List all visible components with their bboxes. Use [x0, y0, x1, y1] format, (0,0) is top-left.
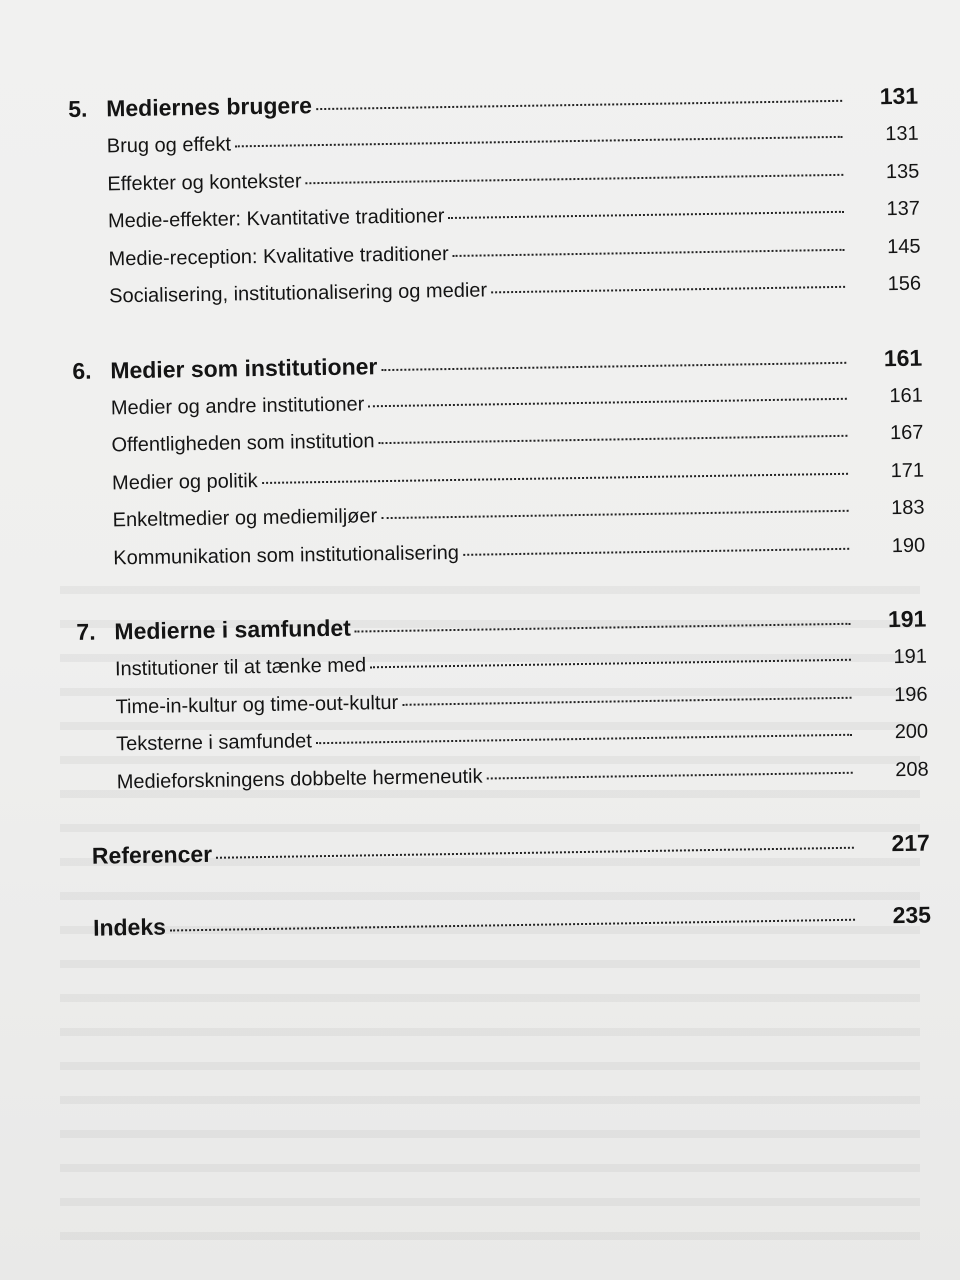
- entry-title: Medier og andre institutioner: [110, 392, 365, 419]
- dot-leader: [402, 696, 851, 705]
- page-number: 156: [887, 272, 922, 296]
- index-entry: [93, 901, 931, 952]
- entry-title: Medie-reception: Kvalitative traditioner: [108, 242, 449, 270]
- dot-leader: [381, 510, 848, 519]
- page-number: 131: [879, 82, 919, 110]
- page-number: 161: [883, 344, 923, 371]
- page-number: 200: [894, 720, 929, 744]
- dot-leader: [306, 173, 844, 183]
- entry-title: Indeks: [92, 913, 167, 941]
- dot-leader: [379, 435, 848, 444]
- chapter-title: Medier som institutioner: [110, 352, 378, 383]
- page-number: 196: [893, 683, 928, 706]
- page-number: 135: [885, 160, 920, 183]
- page-number: 217: [891, 829, 931, 857]
- chapter-number: 5.: [68, 95, 88, 122]
- page-number: 183: [891, 496, 925, 520]
- dot-leader: [316, 100, 842, 110]
- page-number: 191: [893, 645, 928, 669]
- entry-title: Enkeltmedier og mediemiljøer: [112, 505, 378, 532]
- dot-leader: [216, 847, 854, 859]
- entry-title: Time-in-kultur og time-out-kultur: [115, 691, 399, 718]
- entry-title: Medieforskningens dobbelte hermeneutik: [116, 765, 483, 793]
- dot-leader: [235, 136, 843, 148]
- chapter-title: Mediernes brugere: [105, 92, 313, 122]
- references-entry: [92, 830, 930, 881]
- dot-leader: [487, 771, 853, 779]
- dot-leader: [463, 547, 849, 555]
- index-section: [81, 901, 931, 952]
- chapter-number: 6.: [72, 357, 92, 384]
- entry-title: Teksterne i samfundet: [116, 730, 312, 756]
- chapter-7-section: [76, 606, 929, 809]
- page-number: 131: [885, 122, 919, 146]
- references-section: [80, 830, 930, 881]
- dot-leader: [453, 248, 845, 256]
- dot-leader: [448, 211, 844, 219]
- page-number: 190: [891, 534, 926, 557]
- dot-leader: [370, 659, 851, 669]
- page-number: 208: [895, 758, 929, 781]
- page-number: 161: [889, 384, 923, 407]
- table-of-contents: [68, 83, 932, 986]
- entry-title: Medie-effekter: Kvantitative traditioner: [107, 205, 445, 233]
- dot-leader: [381, 361, 846, 370]
- chapter-6-section: [72, 344, 925, 585]
- entry-title: Socialisering, institutionalisering og medier: [108, 279, 488, 308]
- page-number: 171: [890, 459, 925, 482]
- dot-leader: [262, 472, 848, 483]
- page-number: 137: [886, 197, 921, 221]
- dot-leader: [170, 918, 855, 931]
- dot-leader: [355, 623, 851, 633]
- chapter-5-section: [68, 83, 921, 324]
- page-number: 191: [887, 605, 927, 633]
- page-number: 145: [886, 235, 921, 258]
- chapter-title: Medierne i samfundet: [114, 614, 352, 645]
- entry-title: Referencer: [91, 840, 213, 869]
- entry-title: Effekter og kontekster: [107, 169, 302, 195]
- page-number: 167: [889, 421, 924, 445]
- entry-title: Offentligheden som institution: [111, 430, 375, 457]
- entry-title: Institutioner til at tænke med: [114, 654, 367, 681]
- dot-leader: [491, 286, 845, 294]
- entry-title: Brug og effekt: [106, 133, 232, 158]
- entry-title: Medier og politik: [111, 469, 258, 494]
- dot-leader: [368, 397, 846, 407]
- dot-leader: [316, 734, 852, 744]
- entry-title: Kommunikation som institutionalisering: [113, 541, 460, 569]
- chapter-number: 7.: [76, 618, 96, 645]
- page-number: 235: [892, 901, 932, 928]
